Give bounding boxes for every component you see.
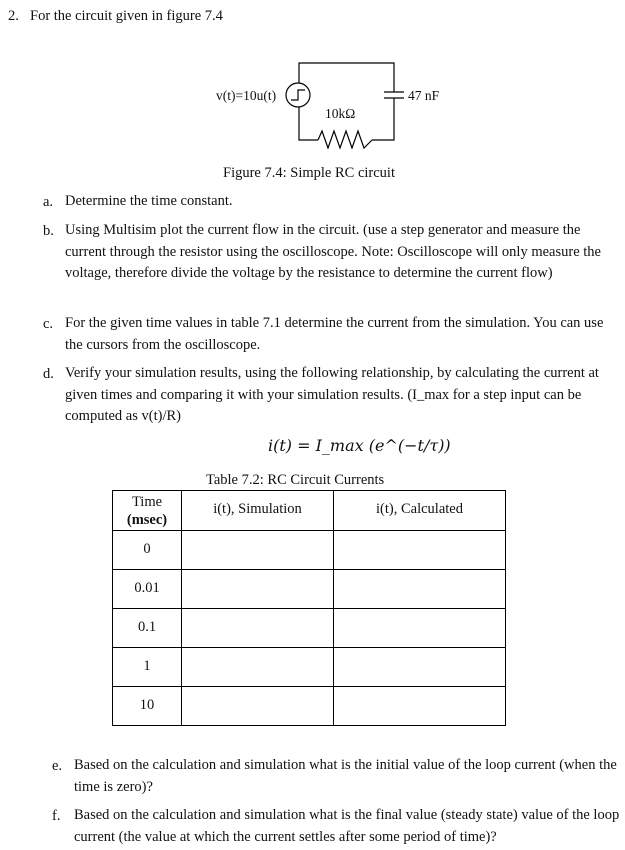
time-cell: 0 xyxy=(113,531,182,570)
simulation-cell[interactable] xyxy=(182,648,334,687)
header-time: Time xyxy=(131,494,163,510)
item-a: Determine the time constant. xyxy=(65,193,233,209)
item-e: Based on the calculation and simulation what is the initial value of the loop current (when the time is zero)? xyxy=(74,757,617,795)
table-header-row xyxy=(113,491,506,531)
item-letter: e. xyxy=(52,758,63,774)
simulation-cell[interactable] xyxy=(182,609,334,648)
simulation-cell[interactable] xyxy=(182,570,334,609)
time-cell: 0.01 xyxy=(113,570,182,609)
source-label: v(t)=10u(t) xyxy=(216,88,277,103)
capacitor-label: 47 nF xyxy=(408,88,440,103)
item-d: Verify your simulation results, using the following relationship, by calculating the current at given times and comparing it with your simulation results. (I_max for a step input can be computed as v(t)/R) xyxy=(65,365,599,424)
rc-currents-table xyxy=(112,490,506,726)
item-letter: f. xyxy=(52,808,61,824)
calculated-cell[interactable] xyxy=(334,687,506,726)
simulation-cell[interactable] xyxy=(182,531,334,570)
calculated-cell[interactable] xyxy=(334,570,506,609)
circuit-wires xyxy=(299,63,394,140)
header-calculated: i(t), Calculated xyxy=(334,491,506,531)
table-row xyxy=(113,531,506,570)
item-f: Based on the calculation and simulation what is the final value (steady state) value of the loop current (the value at which the current settles after some period of time)? xyxy=(74,807,620,845)
calculated-cell[interactable] xyxy=(334,531,506,570)
question-text: For the circuit given in figure 7.4 xyxy=(30,8,223,24)
question-number: 2. xyxy=(8,8,19,24)
figure-caption: Figure 7.4: Simple RC circuit xyxy=(223,165,395,181)
header-unit: (msec) xyxy=(126,512,168,528)
header-simulation: i(t), Simulation xyxy=(182,491,334,531)
capacitor-symbol xyxy=(384,92,404,98)
item-b: Using Multisim plot the current flow in the circuit. (use a step generator and measure the current through the resistor using the oscilloscope. Note: Oscilloscope will only measure the voltage, therefore divide the voltage by the resistance to determine the current flow) xyxy=(65,222,601,281)
circuit-diagram xyxy=(0,0,625,160)
item-letter: b. xyxy=(43,223,54,239)
table-row xyxy=(113,687,506,726)
time-cell: 10 xyxy=(113,687,182,726)
table-row xyxy=(113,609,506,648)
table-row xyxy=(113,570,506,609)
resistor-symbol xyxy=(318,131,372,148)
time-cell: 1 xyxy=(113,648,182,687)
calculated-cell[interactable] xyxy=(334,609,506,648)
table-row xyxy=(113,648,506,687)
item-letter: a. xyxy=(43,194,54,210)
item-letter: d. xyxy=(43,366,54,382)
table-caption: Table 7.2: RC Circuit Currents xyxy=(206,472,385,488)
item-c: For the given time values in table 7.1 determine the current from the simulation. You can use the cursors from the oscilloscope. xyxy=(65,315,604,353)
simulation-cell[interactable] xyxy=(182,687,334,726)
step-symbol xyxy=(291,90,305,100)
formula: i(t) = I_max (e^(−t/τ)) xyxy=(268,436,451,455)
time-cell: 0.1 xyxy=(113,609,182,648)
item-letter: c. xyxy=(43,316,54,332)
calculated-cell[interactable] xyxy=(334,648,506,687)
resistor-label: 10kΩ xyxy=(325,106,356,121)
